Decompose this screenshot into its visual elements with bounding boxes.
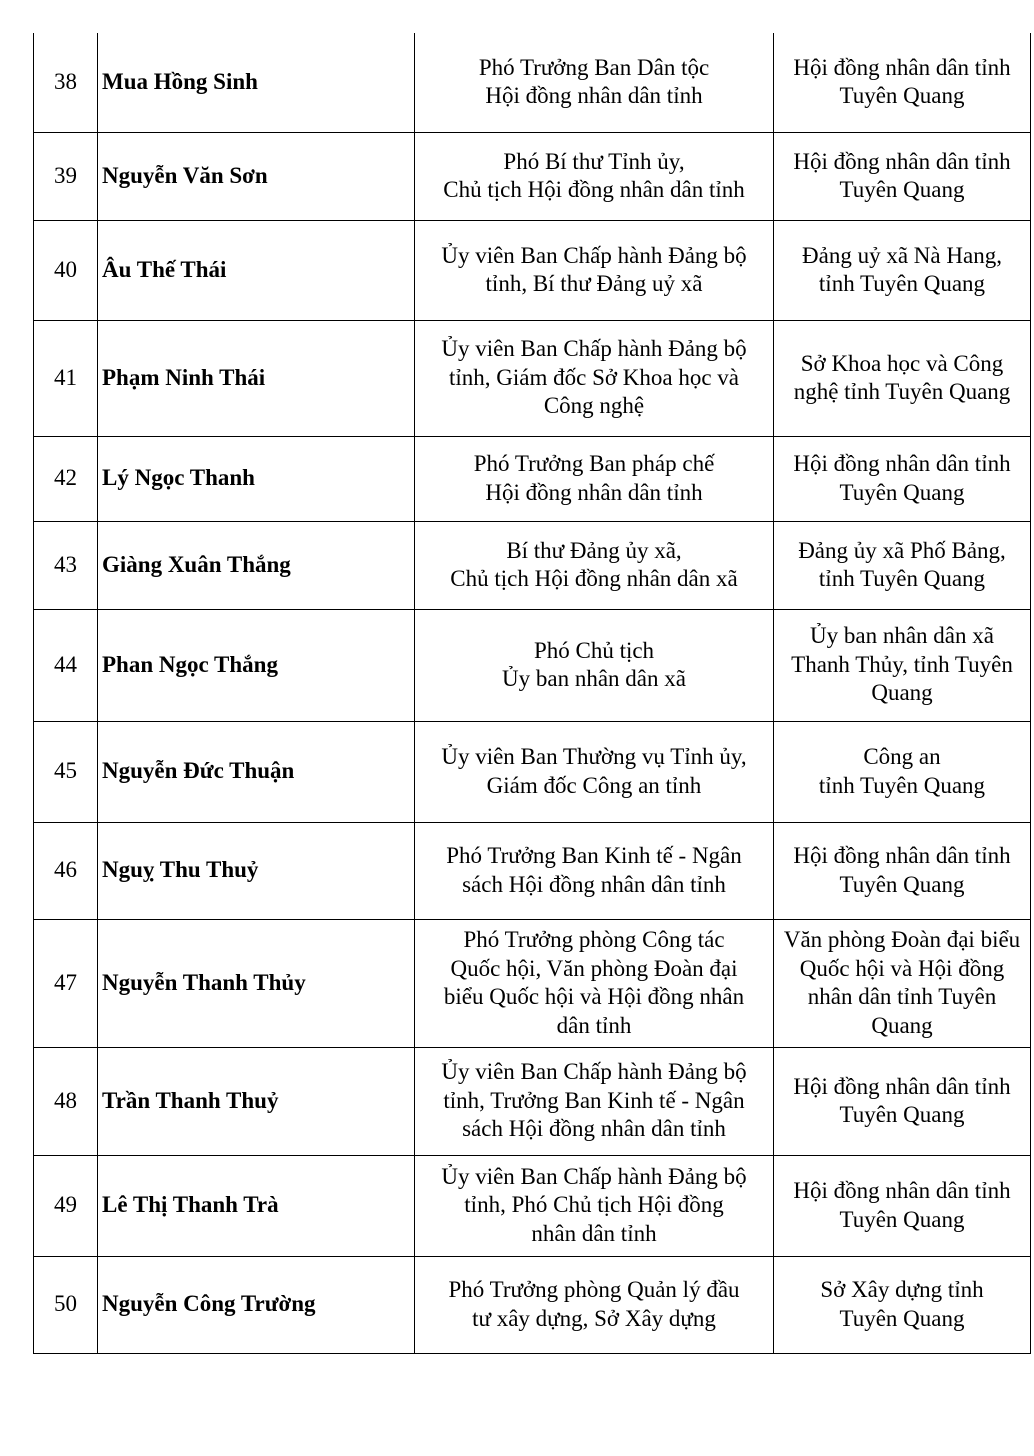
delegate-name: Phạm Ninh Thái: [98, 320, 415, 436]
position-line: Phó Trưởng Ban Kinh tế - Ngân: [446, 843, 742, 868]
row-number: 46: [34, 822, 98, 919]
delegate-organization: [774, 132, 1031, 220]
position-line: Quốc hội, Văn phòng Đoàn đại: [450, 955, 738, 981]
delegate-position: [415, 436, 774, 521]
delegate-position: [415, 1047, 774, 1155]
position-line: Chủ tịch Hội đồng nhân dân xã: [450, 566, 738, 591]
position-line: sách Hội đồng nhân dân tỉnh: [462, 1116, 726, 1142]
position-line: Phó Trưởng phòng Quản lý đầu: [448, 1277, 740, 1302]
delegate-position: [415, 132, 774, 220]
delegate-organization: [774, 1256, 1031, 1353]
position-line: tỉnh, Phó Chủ tịch Hội đồng: [464, 1192, 724, 1218]
delegate-position: [415, 721, 774, 822]
position-line: Phó Bí thư Tỉnh ủy,: [503, 148, 685, 174]
organization-line: Tuyên Quang: [839, 871, 965, 897]
table-row: [34, 436, 1031, 521]
delegate-position: [415, 1256, 774, 1353]
position-line: Bí thư Đảng ủy xã,: [506, 537, 682, 563]
position-line: Phó Chủ tịch: [533, 637, 655, 663]
position-line: tỉnh, Bí thư Đảng uỷ xã: [485, 271, 703, 296]
position-line: Ủy viên Ban Chấp hành Đảng bộ: [441, 242, 747, 268]
table-row: [34, 1256, 1031, 1353]
delegate-organization: [774, 1155, 1031, 1256]
delegate-organization: [774, 721, 1031, 822]
organization-line: Sở Xây dựng tỉnh: [820, 1277, 984, 1302]
position-line: Hội đồng nhân dân tỉnh: [485, 83, 703, 109]
organization-line: Hội đồng nhân dân tỉnh: [793, 1178, 1011, 1203]
position-line: Giám đốc Công an tỉnh: [486, 772, 702, 798]
delegate-position: [415, 919, 774, 1047]
delegate-name: Mua Hồng Sinh: [98, 33, 415, 132]
delegate-position: [415, 521, 774, 609]
delegate-name: Lý Ngọc Thanh: [98, 436, 415, 521]
organization-line: Hội đồng nhân dân tỉnh: [793, 1073, 1011, 1099]
delegate-name: Lê Thị Thanh Trà: [98, 1155, 415, 1256]
row-number: 42: [34, 436, 98, 521]
position-line: Phó Trưởng phòng Công tác: [463, 927, 725, 952]
table-row: [34, 220, 1031, 320]
position-line: tỉnh, Trưởng Ban Kinh tế - Ngân: [443, 1087, 745, 1113]
table-row: [34, 33, 1031, 132]
row-number: 44: [34, 609, 98, 721]
organization-line: Hội đồng nhân dân tỉnh: [793, 451, 1011, 476]
table-row: [34, 609, 1031, 721]
organization-line: Đảng uỷ xã Nà Hang,: [802, 242, 1002, 268]
organization-line: Tuyên Quang: [839, 1206, 965, 1232]
row-number: 50: [34, 1256, 98, 1353]
delegate-organization: [774, 33, 1031, 132]
position-line: biểu Quốc hội và Hội đồng nhân: [443, 984, 745, 1009]
delegate-position: [415, 220, 774, 320]
organization-line: nhân dân tỉnh Tuyên: [807, 984, 997, 1009]
row-number: 45: [34, 721, 98, 822]
delegate-organization: [774, 919, 1031, 1047]
position-line: dân tỉnh: [556, 1012, 632, 1038]
table-row: [34, 320, 1031, 436]
organization-line: Tuyên Quang: [839, 1102, 965, 1127]
organization-line: Tuyên Quang: [839, 177, 965, 202]
position-line: nhân dân tỉnh: [531, 1220, 657, 1246]
table-row: [34, 822, 1031, 919]
organization-line: Hội đồng nhân dân tỉnh: [793, 148, 1011, 174]
table-row: [34, 1155, 1031, 1256]
delegate-table: [33, 33, 1031, 1354]
organization-line: Thanh Thủy, tỉnh Tuyên: [791, 651, 1013, 677]
delegate-name: Nguyễn Văn Sơn: [98, 132, 415, 220]
row-number: 48: [34, 1047, 98, 1155]
organization-line: Sở Khoa học và Công: [800, 350, 1004, 376]
delegate-name: Giàng Xuân Thắng: [98, 521, 415, 609]
row-number: 47: [34, 919, 98, 1047]
organization-line: Quốc hội và Hội đồng: [799, 955, 1005, 981]
table-row: [34, 132, 1031, 220]
position-line: Ủy viên Ban Chấp hành Đảng bộ: [441, 336, 747, 362]
table-row: [34, 1047, 1031, 1155]
organization-line: Hội đồng nhân dân tỉnh: [793, 843, 1011, 868]
organization-line: Hội đồng nhân dân tỉnh: [793, 54, 1011, 80]
position-line: tư xây dựng, Sở Xây dựng: [472, 1305, 716, 1331]
table-row: [34, 721, 1031, 822]
organization-line: Đảng ủy xã Phố Bảng,: [798, 537, 1006, 563]
delegate-name: Nguyễn Công Trường: [98, 1256, 415, 1353]
organization-line: Tuyên Quang: [839, 1305, 965, 1331]
delegate-organization: [774, 521, 1031, 609]
row-number: 41: [34, 320, 98, 436]
organization-line: Quang: [871, 680, 933, 706]
organization-line: Tuyên Quang: [839, 83, 965, 109]
delegate-position: [415, 1155, 774, 1256]
table-row: [34, 919, 1031, 1047]
delegate-organization: [774, 1047, 1031, 1155]
organization-line: Văn phòng Đoàn đại biểu: [783, 927, 1021, 952]
delegate-name: Trần Thanh Thuỷ: [98, 1047, 415, 1155]
delegate-position: [415, 320, 774, 436]
delegate-name: Âu Thế Thái: [98, 220, 415, 320]
position-line: Phó Trưởng Ban Dân tộc: [478, 54, 710, 80]
organization-line: nghệ tỉnh Tuyên Quang: [793, 379, 1011, 404]
organization-line: Ủy ban nhân dân xã: [810, 623, 994, 649]
position-line: Phó Trưởng Ban pháp chế: [473, 451, 715, 476]
delegate-table-body: [34, 33, 1031, 1353]
delegate-organization: [774, 822, 1031, 919]
organization-line: tỉnh Tuyên Quang: [818, 271, 986, 296]
delegate-name: Nguyễn Đức Thuận: [98, 721, 415, 822]
row-number: 43: [34, 521, 98, 609]
table-row: [34, 521, 1031, 609]
position-line: Ủy ban nhân dân xã: [502, 666, 686, 691]
organization-line: Công an: [863, 744, 941, 769]
row-number: 38: [34, 33, 98, 132]
row-number: 49: [34, 1155, 98, 1256]
delegate-organization: [774, 436, 1031, 521]
delegate-position: [415, 609, 774, 721]
position-line: sách Hội đồng nhân dân tỉnh: [462, 871, 726, 897]
delegate-position: [415, 33, 774, 132]
position-line: Ủy viên Ban Chấp hành Đảng bộ: [441, 1059, 747, 1085]
organization-line: tỉnh Tuyên Quang: [818, 566, 986, 591]
position-line: Chủ tịch Hội đồng nhân dân tỉnh: [443, 177, 745, 202]
row-number: 40: [34, 220, 98, 320]
delegate-name: Nguỵ Thu Thuỷ: [98, 822, 415, 919]
delegate-name: Phan Ngọc Thắng: [98, 609, 415, 721]
delegate-organization: [774, 320, 1031, 436]
position-line: Ủy viên Ban Chấp hành Đảng bộ: [441, 1163, 747, 1189]
delegate-organization: [774, 220, 1031, 320]
position-line: Hội đồng nhân dân tỉnh: [485, 479, 703, 505]
delegate-position: [415, 822, 774, 919]
delegate-organization: [774, 609, 1031, 721]
organization-line: Tuyên Quang: [839, 479, 965, 505]
position-line: Công nghệ: [543, 393, 645, 419]
position-line: tỉnh, Giám đốc Sở Khoa học và: [448, 364, 740, 390]
row-number: 39: [34, 132, 98, 220]
organization-line: tỉnh Tuyên Quang: [818, 772, 986, 798]
organization-line: Quang: [871, 1012, 933, 1038]
position-line: Ủy viên Ban Thường vụ Tỉnh ủy,: [441, 744, 747, 769]
delegate-name: Nguyễn Thanh Thủy: [98, 919, 415, 1047]
